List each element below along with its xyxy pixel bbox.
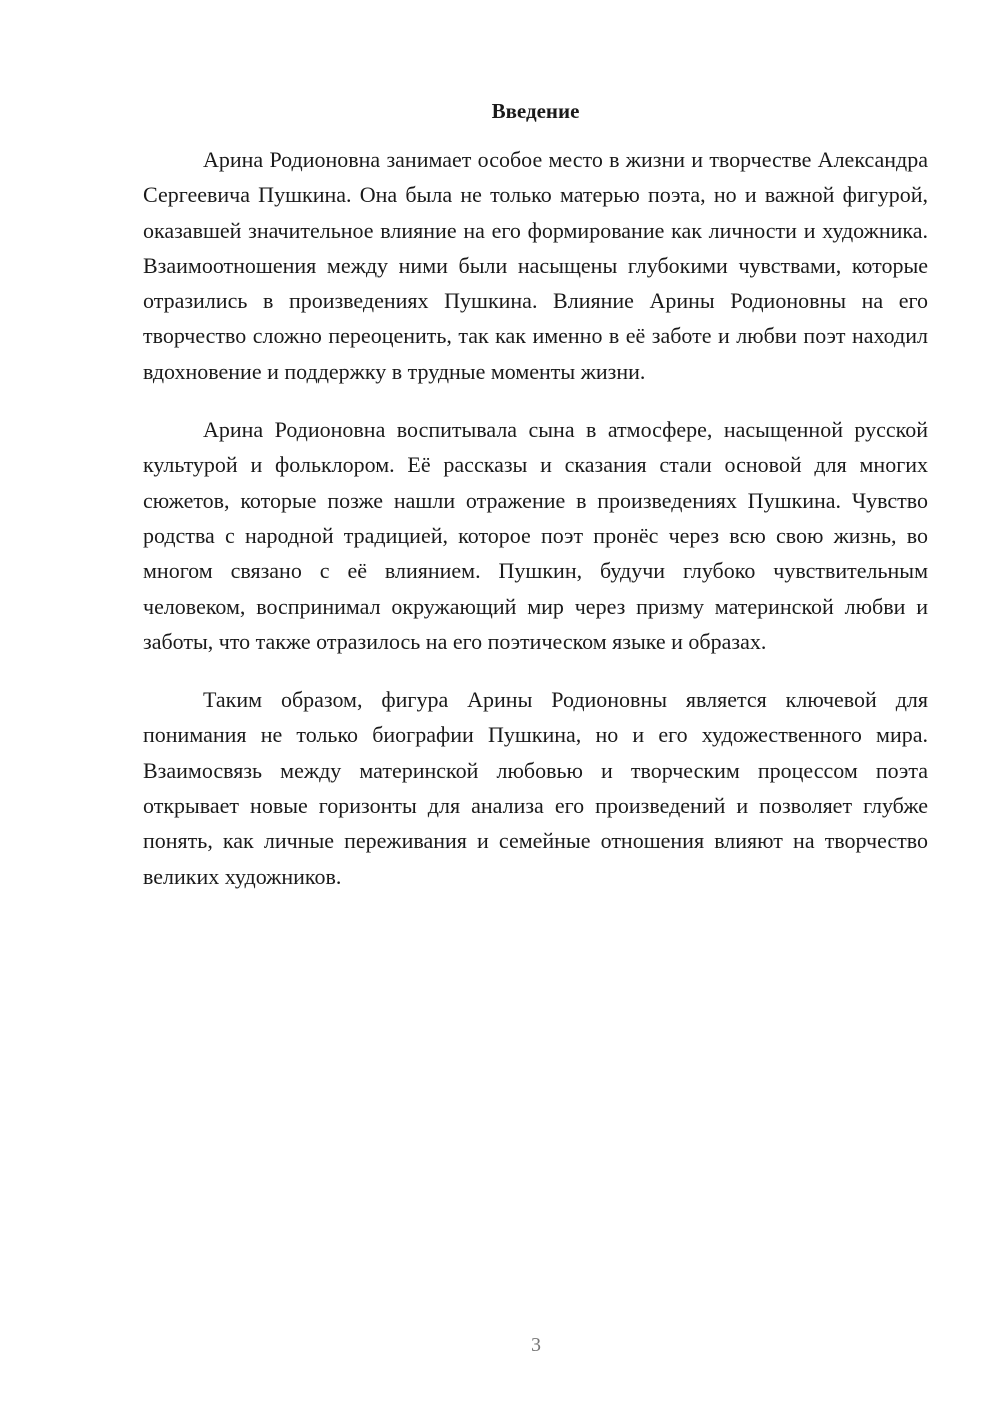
- page-number: 3: [531, 1334, 541, 1356]
- section-heading: Введение: [491, 99, 580, 123]
- paragraph-2: Арина Родионовна воспитывала сына в атмосфере, насыщенной русской культурой и фольклором. Её рассказы и сказания стали основой для многих сюжетов, которые позже нашли отражение в произведениях Пушкина. Чувство родства с народной традицией, которое поэт пронёс через всю свою жизнь, во многом связано с её влиянием. Пушкин, будучи глубоко чувствительным человеком, воспринимал окружающий мир через призму материнской любви и заботы, что также отразилось на его поэтическом языке и образах.: [143, 417, 928, 654]
- page-content: [143, 96, 928, 917]
- paragraph-3: Таким образом, фигура Арины Родионовны является ключевой для понимания не только биографии Пушкина, но и его художественного мира. Взаимосвязь между материнской любовью и творческим процессом поэта открывает новые горизонты для анализа его произведений и позволяет глубже понять, как личные переживания и семейные отношения влияют на творчество великих художников.: [143, 687, 928, 889]
- paragraph-1: Арина Родионовна занимает особое место в жизни и творчестве Александра Сергеевича Пушкина. Она была не только матерью поэта, но и важной фигурой, оказавшей значительное влияние на его формирование как личности и художника. Взаимоотношения между ними были насыщены глубокими чувствами, которые отразились в произведениях Пушкина. Влияние Арины Родионовны на его творчество сложно переоценить, так как именно в её заботе и любви поэт находил вдохновение и поддержку в трудные моменты жизни.: [143, 147, 928, 384]
